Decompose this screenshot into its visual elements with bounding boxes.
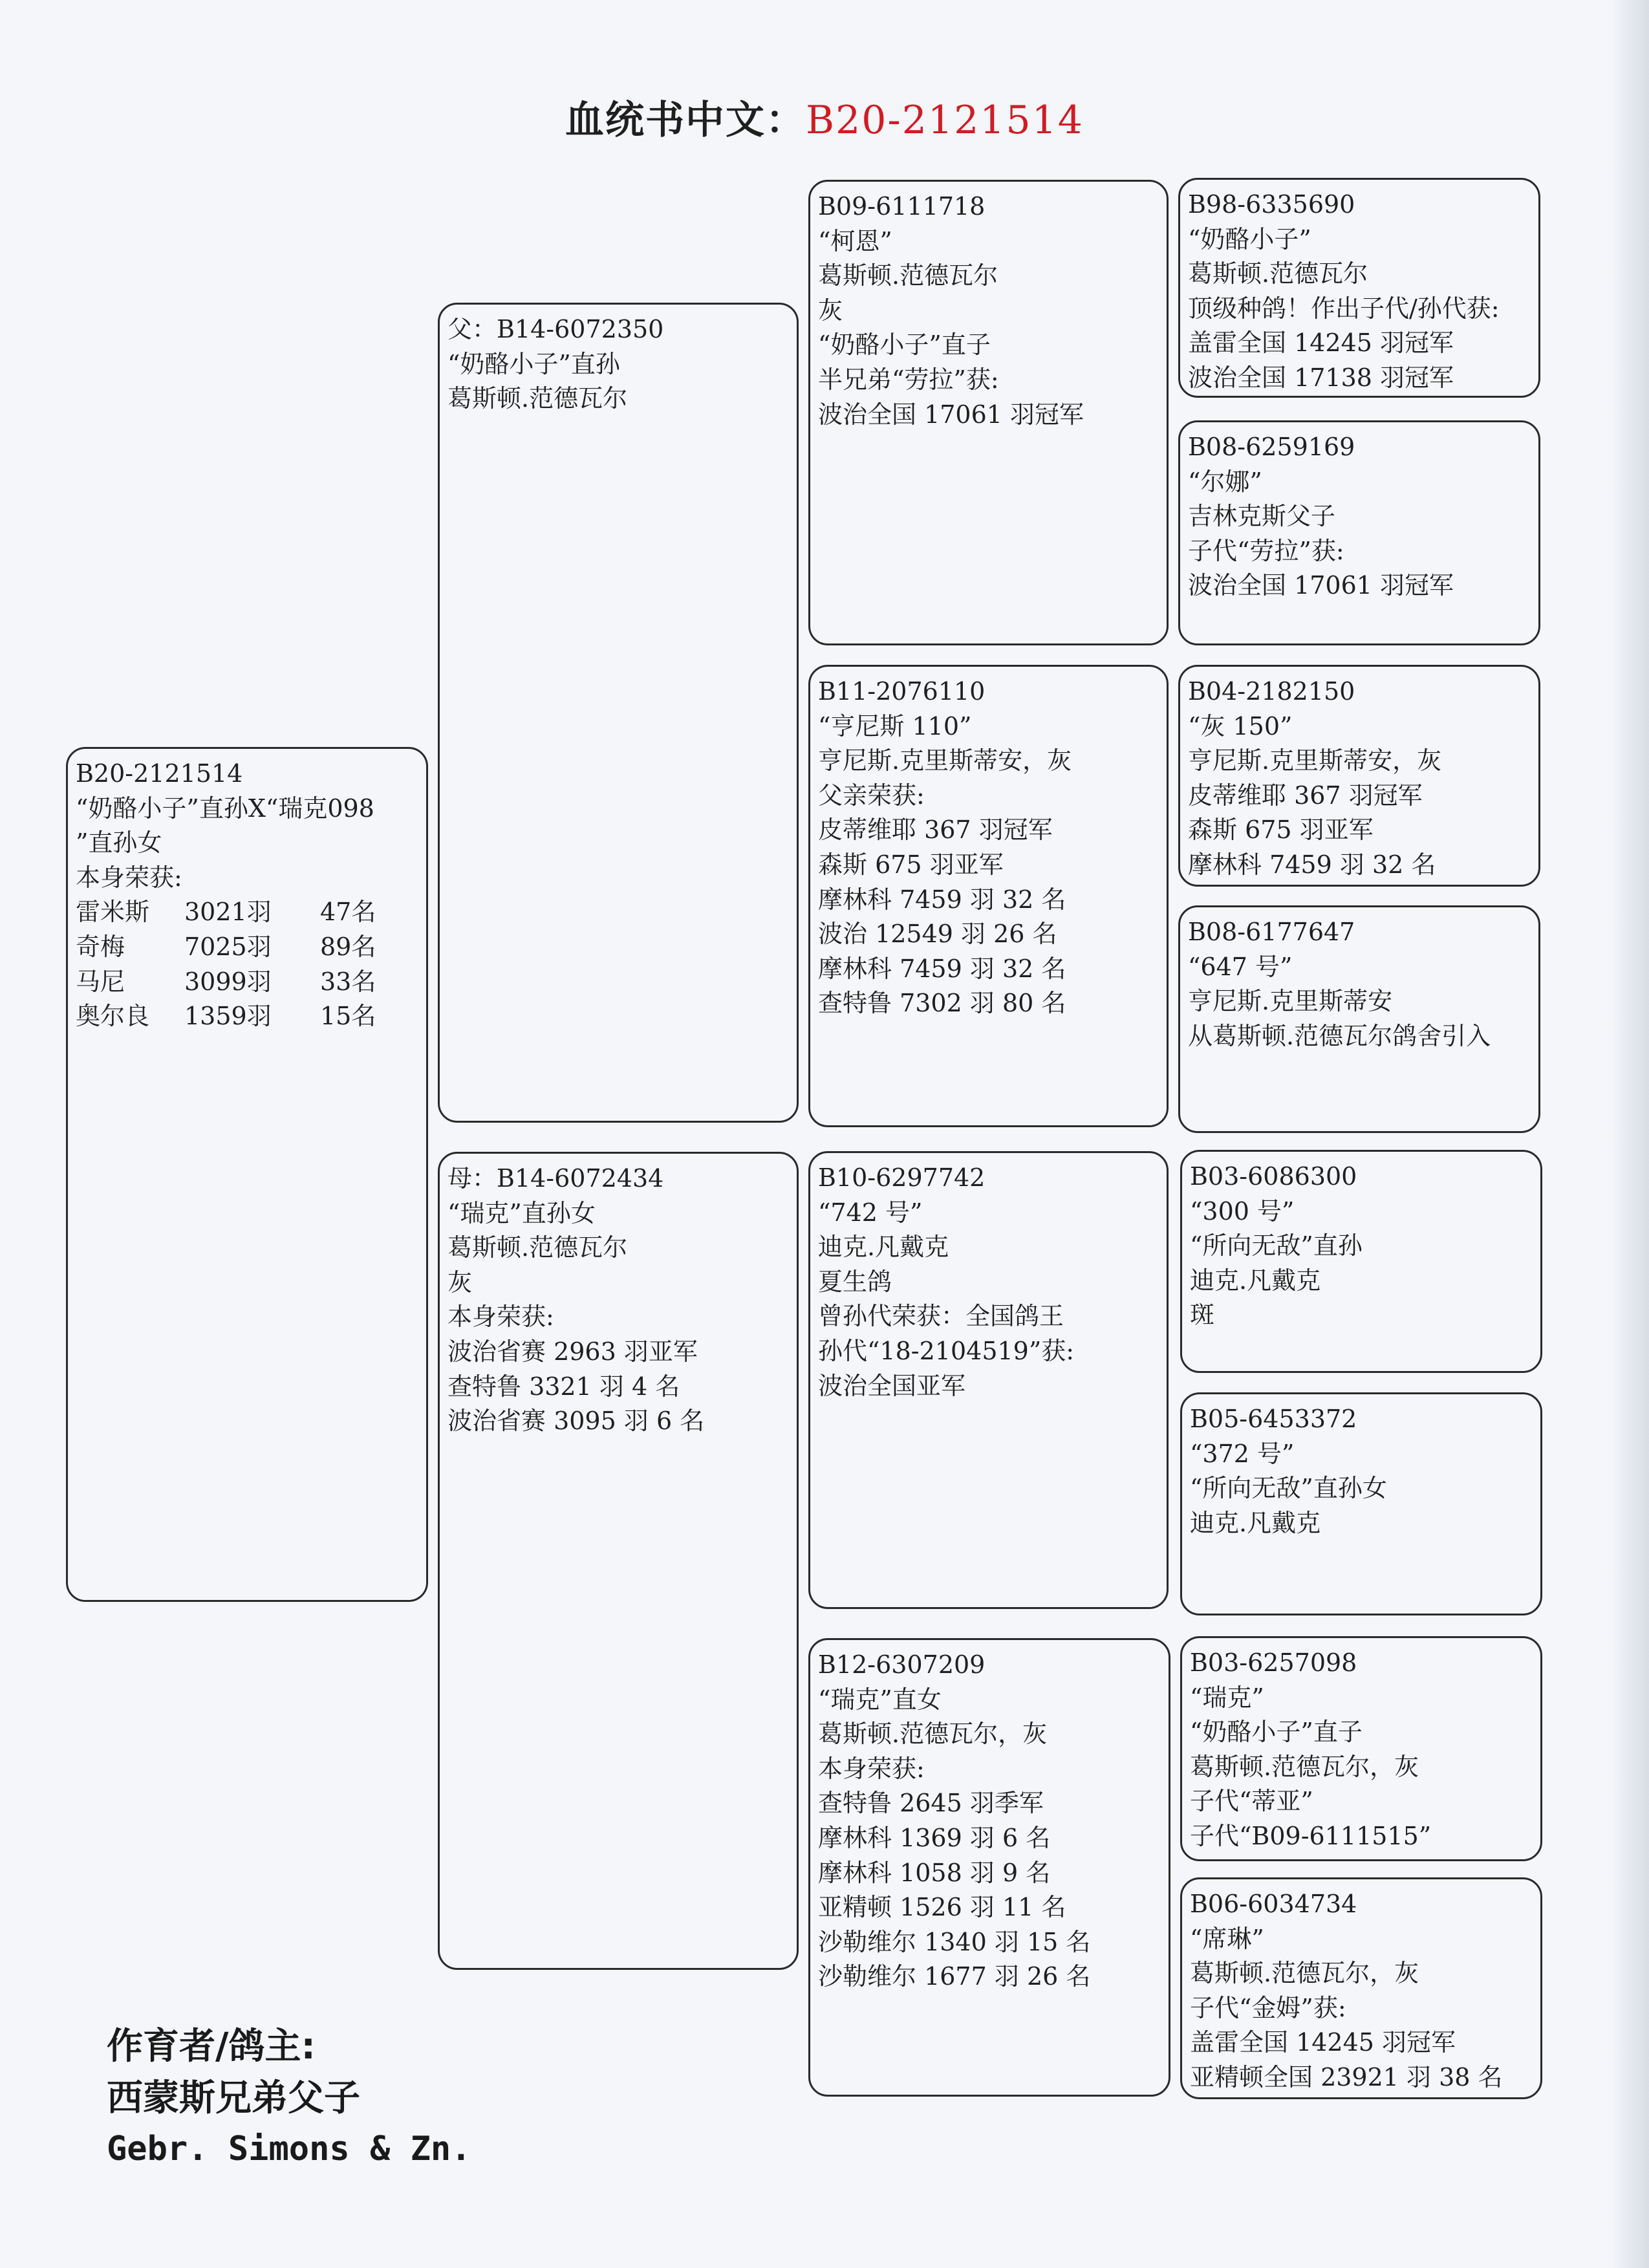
- result-count: 7025羽: [184, 932, 272, 961]
- subject-box: [66, 747, 428, 1602]
- pedigree-line: 查特鲁 7302 羽 80 名: [818, 989, 1066, 1018]
- pedigree-line: 亚精顿 1526 羽 11 名: [818, 1893, 1066, 1922]
- pedigree-line: 皮蒂维耶 367 羽冠军: [1188, 781, 1423, 810]
- result-race: 奇梅: [76, 932, 125, 961]
- pedigree-line: 波治全国 17061 羽冠军: [818, 400, 1084, 429]
- pedigree-line: “尔娜”: [1188, 467, 1262, 496]
- great-grandparent-box: [1180, 1392, 1542, 1615]
- pedigree-line: 亨尼斯.克里斯蒂安，灰: [1188, 746, 1442, 775]
- result-place: 89名: [320, 932, 376, 961]
- ring-number: B11-2076110: [818, 677, 986, 706]
- pedigree-line: 波治全国 17061 羽冠军: [1188, 571, 1454, 600]
- page-title: [0, 89, 1649, 145]
- pedigree-line: “所向无敌”直孙女: [1190, 1474, 1387, 1503]
- ring-number: B08-6259169: [1188, 433, 1355, 461]
- pedigree-line: 摩林科 1058 羽 9 名: [818, 1858, 1051, 1887]
- father-line: “奶酪小子”直孙: [447, 349, 620, 378]
- ring-number: B03-6257098: [1190, 1648, 1357, 1677]
- result-count: 3021羽: [184, 898, 272, 927]
- result-row: [76, 999, 418, 1034]
- granddam-maternal-box: [808, 1638, 1170, 2097]
- pedigree-line: “灰 150”: [1188, 711, 1293, 740]
- mother-line: “瑞克”直孙女: [447, 1198, 596, 1227]
- pedigree-line: 摩林科 7459 羽 32 名: [1188, 850, 1436, 879]
- pedigree-line: “742 号”: [818, 1198, 923, 1227]
- mother-line: 波治省赛 3095 羽 6 名: [447, 1407, 705, 1436]
- mother-line: 葛斯顿.范德瓦尔: [447, 1233, 628, 1262]
- page-edge: [1610, 0, 1649, 2268]
- pedigree-line: 森斯 675 羽亚军: [1188, 815, 1374, 845]
- result-place: 33名: [320, 967, 376, 996]
- ring-number: B04-2182150: [1188, 677, 1355, 706]
- grandsire-maternal-box: [808, 1151, 1169, 1609]
- ring-number: B06-6034734: [1190, 1890, 1357, 1918]
- pedigree-line: 葛斯顿.范德瓦尔，灰: [1190, 1752, 1419, 1781]
- mother-line: 波治省赛 2963 羽亚军: [447, 1337, 698, 1366]
- title-ring-number: B20-2121514: [806, 98, 1084, 143]
- pedigree-line: “柯恩”: [818, 226, 892, 255]
- breeder-label: 作育者/鸽主:: [107, 2025, 316, 2068]
- result-place: 15名: [320, 1002, 376, 1031]
- pedigree-line: 沙勒维尔 1340 羽 15 名: [818, 1927, 1091, 1956]
- great-grandparent-box: [1180, 1636, 1542, 1861]
- breeder-block: [107, 2021, 471, 2174]
- mother-line: 本身荣获:: [447, 1302, 554, 1332]
- great-grandparent-box: [1180, 1877, 1542, 2099]
- ring-number: B98-6335690: [1188, 190, 1355, 219]
- pedigree-line: 森斯 675 羽亚军: [818, 850, 1004, 879]
- granddam-paternal-box: [808, 665, 1169, 1127]
- pedigree-line: 亨尼斯.克里斯蒂安: [1188, 987, 1393, 1016]
- pedigree-line: “奶酪小子”直子: [818, 330, 991, 360]
- pedigree-line: “奶酪小子”: [1188, 224, 1311, 254]
- great-grandparent-box: [1180, 1150, 1542, 1373]
- pedigree-line: 葛斯顿.范德瓦尔: [818, 261, 998, 290]
- great-grandparent-box: [1178, 178, 1540, 398]
- pedigree-line: 波治全国 17138 羽冠军: [1188, 363, 1454, 392]
- breeder-name-cn: 西蒙斯兄弟父子: [107, 2077, 360, 2119]
- pedigree-line: 孙代“18-2104519”获:: [818, 1336, 1075, 1365]
- great-grandparent-box: [1178, 665, 1540, 887]
- pedigree-line: 葛斯顿.范德瓦尔，灰: [1190, 1959, 1419, 1988]
- pedigree-line: 本身荣获:: [818, 1754, 925, 1783]
- ring-number: B09-6111718: [818, 192, 986, 221]
- result-row: [76, 965, 418, 1000]
- ring-number: B10-6297742: [818, 1163, 986, 1192]
- pedigree-line: 子代“金姆”获:: [1190, 1993, 1346, 2022]
- pedigree-line: 半兄弟“劳拉”获:: [818, 365, 999, 394]
- mother-box: [438, 1152, 799, 1970]
- pedigree-line: 斑: [1190, 1301, 1215, 1330]
- pedigree-line: 摩林科 7459 羽 32 名: [818, 954, 1066, 983]
- subject-ring: B20-2121514: [76, 759, 243, 788]
- ring-number: B03-6086300: [1190, 1162, 1357, 1191]
- pedigree-line: “372 号”: [1190, 1439, 1295, 1468]
- pedigree-line: 曾孙代荣获：全国鸽王: [818, 1302, 1064, 1331]
- result-count: 1359羽: [184, 1002, 272, 1031]
- subject-line: “奶酪小子”直孙X“瑞克098: [76, 794, 374, 823]
- pedigree-line: 盖雷全国 14245 羽冠军: [1190, 2028, 1456, 2057]
- pedigree-line: 亚精顿全国 23921 羽 38 名: [1190, 2062, 1503, 2091]
- pedigree-line: “席琳”: [1190, 1924, 1264, 1953]
- pedigree-line: 摩林科 7459 羽 32 名: [818, 885, 1066, 914]
- pedigree-line: 迪克.凡戴克: [1190, 1266, 1321, 1295]
- pedigree-line: 沙勒维尔 1677 羽 26 名: [818, 1962, 1091, 1991]
- pedigree-line: “奶酪小子”直子: [1190, 1718, 1363, 1747]
- pedigree-line: 盖雷全国 14245 羽冠军: [1188, 329, 1454, 358]
- result-row: [76, 930, 418, 965]
- pedigree-line: “647 号”: [1188, 952, 1293, 981]
- grandsire-paternal-box: [808, 180, 1169, 645]
- pedigree-line: “所向无敌”直孙: [1190, 1231, 1363, 1260]
- pedigree-line: 迪克.凡戴克: [1190, 1508, 1321, 1537]
- pedigree-line: 从葛斯顿.范德瓦尔鸽舍引入: [1188, 1021, 1491, 1050]
- pedigree-line: 葛斯顿.范德瓦尔，灰: [818, 1720, 1048, 1749]
- pedigree-line: 吉林克斯父子: [1188, 502, 1336, 531]
- pedigree-line: “瑞克”: [1190, 1683, 1264, 1712]
- pedigree-line: “300 号”: [1190, 1196, 1295, 1226]
- pedigree-line: 皮蒂维耶 367 羽冠军: [818, 815, 1053, 845]
- pedigree-line: 波治全国亚军: [818, 1371, 966, 1400]
- ring-number: B08-6177647: [1188, 918, 1355, 946]
- pedigree-line: 子代“劳拉”获:: [1188, 536, 1344, 565]
- result-count: 3099羽: [184, 967, 272, 996]
- father-box: [438, 303, 799, 1123]
- ring-number: B05-6453372: [1190, 1405, 1357, 1433]
- result-race: 雷米斯: [76, 898, 150, 927]
- breeder-name-en: Gebr. Simons & Zn.: [107, 2130, 471, 2168]
- mother-line: 灰: [447, 1268, 473, 1297]
- pedigree-line: “亨尼斯 110”: [818, 711, 972, 740]
- pedigree-line: 查特鲁 2645 羽季军: [818, 1789, 1044, 1818]
- pedigree-line: 父亲荣获:: [818, 781, 925, 810]
- father-line: 葛斯顿.范德瓦尔: [447, 384, 628, 413]
- great-grandparent-box: [1178, 420, 1540, 645]
- father-ring: 父：B14-6072350: [447, 315, 664, 343]
- pedigree-line: 子代“蒂亚”: [1190, 1787, 1313, 1816]
- pedigree-line: 灰: [818, 296, 843, 325]
- pedigree-line: 摩林科 1369 羽 6 名: [818, 1823, 1051, 1852]
- mother-line: 查特鲁 3321 羽 4 名: [447, 1372, 680, 1401]
- pedigree-line: 子代“B09-6111515”: [1190, 1821, 1432, 1850]
- pedigree-line: “瑞克”直女: [818, 1685, 942, 1714]
- mother-ring: 母：B14-6072434: [447, 1164, 664, 1193]
- pedigree-line: 夏生鸽: [818, 1267, 892, 1296]
- pedigree-line: 葛斯顿.范德瓦尔: [1188, 259, 1368, 288]
- result-row: [76, 895, 418, 930]
- pedigree-line: 波治 12549 羽 26 名: [818, 920, 1057, 949]
- result-race: 马尼: [76, 967, 125, 996]
- pedigree-line: 迪克.凡戴克: [818, 1233, 949, 1262]
- ring-number: B12-6307209: [818, 1650, 986, 1679]
- title-label: 血统书中文：: [565, 98, 806, 143]
- subject-line: 本身荣获:: [76, 863, 182, 892]
- pedigree-line: 亨尼斯.克里斯蒂安，灰: [818, 746, 1072, 775]
- result-race: 奥尔良: [76, 1002, 150, 1031]
- pedigree-line: 顶级种鸽！作出子代/孙代获:: [1188, 294, 1500, 323]
- subject-line: ”直孙女: [76, 828, 162, 858]
- great-grandparent-box: [1178, 905, 1540, 1133]
- result-place: 47名: [320, 898, 376, 927]
